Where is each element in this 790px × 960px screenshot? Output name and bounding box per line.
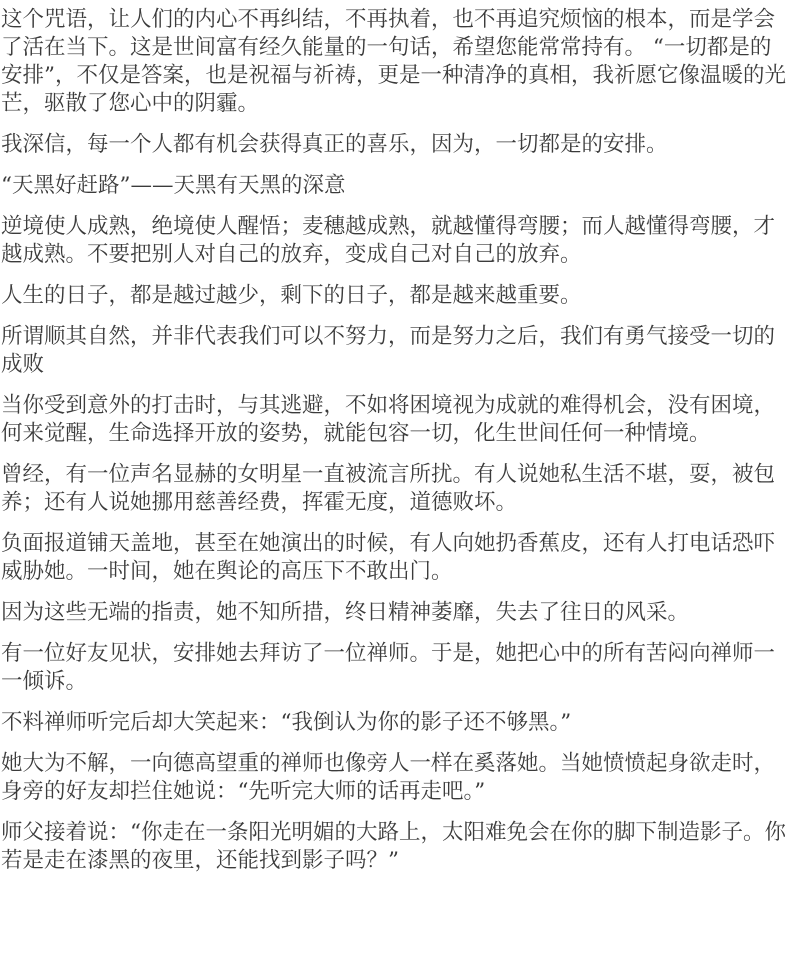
paragraph-heading: “天黑好赶路”——天黑有天黑的深意: [1, 173, 346, 198]
article-body: [1, 6, 786, 875]
paragraph: 这个咒语，让人们的内心不再纠结，不再执着，也不再追究烦恼的根本，而是学会了活在当下。这是世间富有经久能量的一句话，希望您能常常持有。 “一切都是的安排”，不仅是答案，也是祝福与祈祷，更是一种清净的真相，我祈愿它像温暖的光芒，驱散了您心中的阴霾。: [1, 7, 786, 116]
paragraph: 当你受到意外的打击时，与其逃避，不如将困境视为成就的难得机会，没有困境，何来觉醒，生命选择开放的姿势，就能包容一切，化生世间任何一种情境。: [1, 393, 776, 446]
paragraph: 有一位好友见状，安排她去拜访了一位禅师。于是，她把心中的所有苦闷向禅师一一倾诉。: [1, 641, 776, 694]
paragraph: 曾经，有一位声名显赫的女明星一直被流言所扰。有人说她私生活不堪，耍，被包养；还有人说她挪用慈善经费，挥霍无度，道德败坏。: [1, 462, 776, 515]
paragraph: 人生的日子，都是越过越少，剩下的日子，都是越来越重要。: [1, 283, 582, 308]
paragraph: 我深信，每一个人都有机会获得真正的喜乐，因为，一切都是的安排。: [1, 132, 668, 157]
paragraph: 师父接着说：“你走在一条阳光明媚的大路上，太阳难免会在你的脚下制造影子。你若是走在漆黑的夜里，还能找到影子吗？”: [1, 820, 786, 873]
paragraph: 她大为不解，一向德高望重的禅师也像旁人一样在奚落她。当她愤愤起身欲走时，身旁的好友却拦住她说：“先听完大师的话再走吧。”: [1, 751, 776, 804]
paragraph: 所谓顺其自然，并非代表我们可以不努力，而是努力之后，我们有勇气接受一切的成败: [1, 324, 776, 377]
paragraph: 负面报道铺天盖地，甚至在她演出的时候，有人向她扔香蕉皮，还有人打电话恐吓威胁她。一时间，她在舆论的高压下不敢出门。: [1, 531, 776, 584]
paragraph: 不料禅师听完后却大笑起来：“我倒认为你的影子还不够黑。”: [1, 710, 572, 735]
paragraph: 逆境使人成熟，绝境使人醒悟；麦穗越成熟，就越懂得弯腰；而人越懂得弯腰，才越成熟。不要把别人对自己的放弃，变成自己对自己的放弃。: [1, 214, 776, 267]
paragraph: 因为这些无端的指责，她不知所措，终日精神萎靡，失去了往日的风采。: [1, 600, 690, 625]
